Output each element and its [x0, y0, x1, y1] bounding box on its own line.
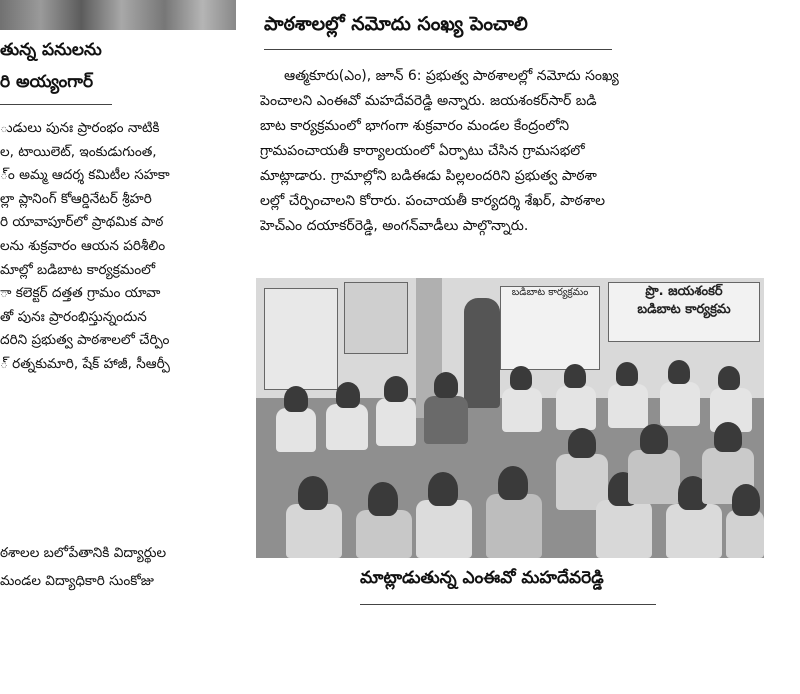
article-body-line: హెచ్‌ఎం దయాకర్‌రెడ్డి, అంగన్‌వాడీలు పాల్గొన్నారు.: [260, 218, 529, 234]
left-article-heading-line2: రి అయ్యంగార్: [0, 72, 94, 92]
left-body-line: మాల్లో బడిబాట కార్యక్రమంలో: [0, 261, 156, 278]
headline-rule: [264, 49, 612, 50]
photo-person: [732, 484, 760, 516]
photo-person: [356, 510, 412, 558]
photo-person: [376, 398, 416, 446]
left-body-line: లను శుక్రవారం ఆయన పరిశీలిం: [0, 237, 166, 254]
photo-person: [556, 386, 596, 430]
photo-person: [628, 450, 680, 504]
article-body-line: పెంచాలని ఎంఈవో మహదేవరెడ్డి అన్నారు. జయశంకర్‌సార్ బడి: [260, 93, 597, 109]
left-body-line: తో పునః ప్రారంభిస్తున్నందున: [0, 308, 147, 325]
left-body-line: రి యావాపూర్‌లో ప్రాథమిక పాఠ: [0, 214, 164, 231]
left-body-line: ్ రత్నకుమారి, షేక్ హాజీ, సీఆర్పీ: [0, 355, 170, 372]
photo-person: [502, 388, 542, 432]
photo-person: [660, 382, 700, 426]
photo-banner-poster: [344, 282, 408, 354]
left-article-column: [0, 0, 248, 694]
photo-person: [486, 494, 542, 558]
photo-person: [326, 404, 368, 450]
left-body-line: దరిని ప్రభుత్వ పాఠశాలలో చేర్పిం: [0, 332, 170, 349]
article-body-line: లల్లో చేర్పించాలని కోరారు. పంచాయతీ కార్యదర్శి శేఖర్, పాఠశాల: [260, 193, 606, 209]
left-body-line: ల్లా ప్లానింగ్ కోఆర్డినేటర్ శ్రీహరి: [0, 190, 152, 207]
photo-caption: మాట్లాడుతున్న ఎంఈవో మహదేవరెడ్డి: [360, 568, 604, 588]
left-lower-line: ఠశాలల బలోపేతానికి విద్యార్థుల: [0, 545, 167, 561]
article-body-line: ఆత్మకూరు(ఎం), జూన్ 6: ప్రభుత్వ పాఠశాలల్లో నమోదు సంఖ్య: [284, 68, 619, 84]
photo-person: [616, 362, 638, 386]
photo-person: [384, 376, 408, 402]
left-article-body: [0, 117, 248, 377]
photo-person: [510, 366, 532, 390]
photo-person: [564, 364, 586, 388]
photo-standing-speaker: [464, 298, 500, 408]
photo-person: [424, 396, 468, 444]
photo-person: [640, 424, 668, 454]
photo-person: [336, 382, 360, 408]
article-body-line: మాట్లాడారు. గ్రామాల్లోని బడిఈడు పిల్లలందరిని ప్రభుత్వ పాఠశా: [260, 168, 597, 184]
photo-person: [666, 504, 722, 558]
banner-right-line1: ప్రొ. జయశంకర్: [645, 284, 723, 299]
photo-person: [428, 472, 458, 506]
photo-person: [416, 500, 472, 558]
photo-person: [368, 482, 398, 516]
left-heading-rule: [0, 104, 112, 105]
photo-person: [284, 386, 308, 412]
photo-banner-right: [608, 282, 760, 342]
photo-person: [434, 372, 458, 398]
photo-person: [718, 366, 740, 390]
left-body-line: ా కలెక్టర్ దత్తత గ్రామం యావా: [0, 285, 161, 302]
left-lower-line: మండల విద్యాధికారి సుంకోజు: [0, 573, 154, 589]
photo-person: [276, 408, 316, 452]
photo-banner-left: [264, 288, 338, 390]
photo-person: [298, 476, 328, 510]
left-body-line: ుడులు పునః ప్రారంభం నాటికి: [0, 120, 160, 136]
article-photo: [256, 278, 764, 558]
caption-rule: [360, 604, 656, 605]
photo-person: [286, 504, 342, 558]
photo-person: [726, 510, 764, 558]
article-headline: పాఠశాలల్లో నమోదు సంఖ్య పెంచాలి: [264, 13, 528, 35]
photo-person: [596, 500, 652, 558]
article-body: [260, 64, 772, 239]
photo-banner-center: బడిబాట కార్యక్రమం: [500, 286, 600, 370]
left-body-line: ్ం అమ్మ ఆదర్శ కమిటీల సహకా: [0, 167, 170, 184]
photo-person: [608, 384, 648, 428]
main-article: [256, 0, 776, 694]
article-body-line: గ్రామపంచాయతీ కార్యాలయంలో ఏర్పాటు చేసిన గ్రామసభలో: [260, 143, 585, 159]
photo-person: [568, 428, 596, 458]
left-body-line: ల, టాయిలెట్, ఇంకుడుగుంత,: [0, 143, 157, 160]
photo-person: [498, 466, 528, 500]
article-body-line: బాట కార్యక్రమంలో భాగంగా శుక్రవారం మండల కేంద్రంలోని: [260, 118, 570, 134]
banner-right-line2: బడిబాట కార్యక్రమ: [637, 302, 731, 317]
left-article-photo-strip: [0, 0, 236, 30]
photo-person: [714, 422, 742, 452]
left-article-heading-line1: తున్న పనులను: [0, 40, 102, 60]
photo-person: [668, 360, 690, 384]
